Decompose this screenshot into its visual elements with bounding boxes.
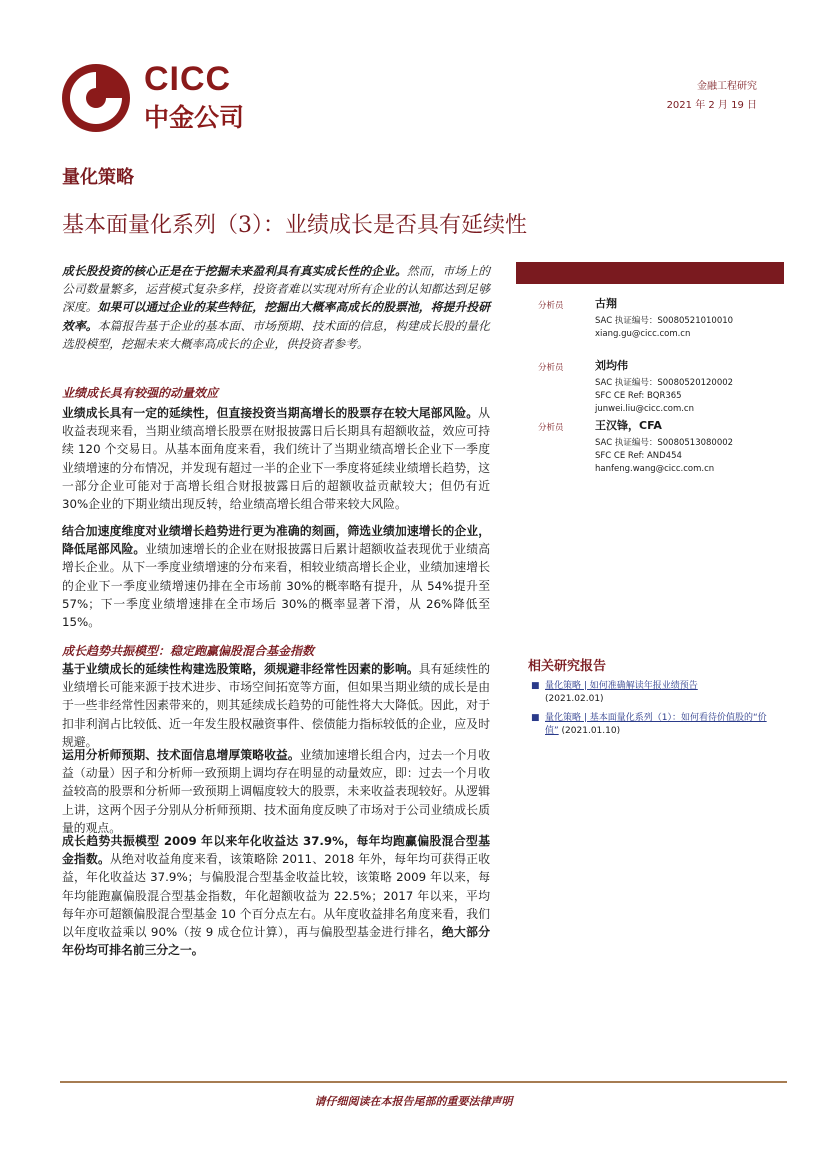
sec2-p3-text: 从绝对收益角度来看，该策略除 2011、2018 年外，每年均可获得正收益，年化收益达 37.9%；与偏股混合型基金收益比较，该策略 2009 年以来，每年均能跑赢偏股混合型基金指数，年化超额收益为 22.5%；2017 年以来，平均每年亦可超额偏股混合型基金 10 个百分点左右。从年度收益排名角度来看，我们以年度收益乘以 90%（按 9 成仓位计算），再与偏股型基金进行排名， bbox=[62, 852, 490, 940]
summary-lead: 成长股投资的核心正是在于挖掘未来盈利具有真实成长性的企业。 bbox=[62, 264, 407, 278]
sec2-paragraph-1 bbox=[62, 660, 490, 751]
cicc-logo bbox=[60, 58, 260, 132]
sec2-p3-tail: 绝大部分年份均可排名前三分之一。 bbox=[62, 925, 490, 958]
sec1-p2-text: 业绩加速增长的企业在财报披露日后累计超额收益表现优于业绩高增长企业。从下一季度业绩增速的分布来看，相较业绩高增长企业，业绩加速增长的企业下一季度业绩增速仍排在全市场前 30%的概率略有提升，从 54%提升至 57%；下一季度业绩增速排在全市场后 30%的概率显著下滑，从 26%降低至 15%。 bbox=[62, 542, 490, 630]
analyst-email[interactable]: xiang.gu@cicc.com.cn bbox=[595, 329, 691, 339]
analyst-sac-id: SAC 执证编号：S0080520120002 bbox=[595, 378, 734, 388]
analyst-name: 古翔 bbox=[595, 297, 617, 310]
related-reports-title: 相关研究报告 bbox=[528, 659, 607, 674]
bullet-icon: ■ bbox=[531, 713, 540, 723]
footer-rule bbox=[60, 1081, 787, 1083]
report-title: 基本面量化系列（3）：业绩成长是否具有延续性 bbox=[62, 213, 527, 238]
sec2-paragraph-2 bbox=[62, 746, 490, 837]
summary-paragraph bbox=[62, 262, 490, 353]
cicc-emblem-icon bbox=[60, 62, 132, 134]
sec2-p1-text: 具有延续性的业绩增长可能来源于技术进步、市场空间拓宽等方面，但如果当期业绩的成长是由于一些非经常性因素带来的，则其延续成长趋势的可能性将大大降低。因此，对于扣非利润占比较低、近一年发生股权融资事件、偿债能力指标较低的企业，应及时规避。 bbox=[62, 662, 490, 749]
sec1-heading: 业绩成长具有较强的动量效应 bbox=[62, 386, 219, 400]
related-report-item[interactable] bbox=[531, 712, 773, 738]
sec2-p2-text: 业绩加速增长组合内，过去一个月收益（动量）因子和分析师一致预期上调均存在明显的动量效应，即：过去一个月收益较高的股票和分析师一致预期上调幅度较大的股票，未来收益表现较好。从逻辑上讲，这两个因子分别从分析师预期、技术面角度反映了市场对于公司业绩成长质量的观点。 bbox=[62, 748, 490, 835]
sec2-p2-lead: 运用分析师预期、技术面信息增厚策略收益。 bbox=[62, 748, 300, 762]
summary-text-1: 然而，市场上的公司数量繁多，运营模式复杂多样，投资者难以实现对所有企业的认知都达到足够深度。 bbox=[62, 264, 490, 315]
report-type: 金融工程研究 bbox=[697, 81, 757, 92]
analyst-sac-id: SAC 执证编号：S0080513080002 bbox=[595, 438, 734, 448]
analyst-name: 刘均伟 bbox=[595, 359, 628, 372]
analyst-sfc-ref: SFC CE Ref: BQR365 bbox=[595, 391, 682, 401]
sec2-heading: 成长趋势共振模型：稳定跑赢偏股混合基金指数 bbox=[62, 644, 315, 658]
sec1-p1-text: 从收益表现来看，当期业绩高增长股票在财报披露日后长期具有超额收益，效应可持续 120 个交易日。从基本面角度来看，我们统计了当期业绩高增长企业下一季度业绩增速的分布情况，并发现有超过一半的企业下一季度将延续业绩增长趋势，这一部分企业可能对于高增长组合财报披露日后的超额收益贡献较大；但仍有近 30%企业的下期业绩出现反转，给业绩高增长组合带来较大风险。 bbox=[62, 406, 490, 512]
related-report-item[interactable] bbox=[531, 680, 773, 706]
analyst-name: 王汉锋，CFA bbox=[595, 419, 662, 432]
sec2-p3-lead: 成长趋势共振模型 2009 年以来年化收益达 37.9%，每年均跑赢偏股混合型基金指数。 bbox=[62, 834, 490, 867]
sec1-paragraph-1 bbox=[62, 404, 490, 513]
sidebar-header-bar bbox=[516, 262, 784, 284]
bullet-icon: ■ bbox=[531, 681, 540, 691]
logo-text-cn: 中金公司 bbox=[144, 103, 245, 132]
related-report-date: (2021.02.01) bbox=[545, 694, 604, 704]
analyst-role: 分析员 bbox=[538, 301, 564, 311]
section-label: 量化策略 bbox=[62, 167, 134, 188]
analyst-email[interactable]: junwei.liu@cicc.com.cn bbox=[595, 404, 694, 414]
logo-text-en: CICC bbox=[144, 60, 232, 98]
analyst-email[interactable]: hanfeng.wang@cicc.com.cn bbox=[595, 464, 715, 474]
sec1-p2-lead: 结合加速度维度对业绩增长趋势进行更为准确的刻画，筛选业绩加速增长的企业，降低尾部风险。 bbox=[62, 524, 490, 557]
sec2-paragraph-3 bbox=[62, 832, 490, 959]
legal-notice: 请仔细阅读在本报告尾部的重要法律声明 bbox=[314, 1095, 513, 1108]
related-report-date: (2021.01.10) bbox=[561, 726, 621, 736]
sec1-p1-lead: 业绩成长具有一定的延续性，但直接投资当期高增长的股票存在较大尾部风险。 bbox=[62, 406, 479, 420]
sec2-p1-lead: 基于业绩成长的延续性构建选股策略，须规避非经常性因素的影响。 bbox=[62, 662, 419, 676]
sec1-paragraph-2 bbox=[62, 522, 490, 631]
analyst-sac-id: SAC 执证编号：S0080521010010 bbox=[595, 316, 734, 326]
analyst-role: 分析员 bbox=[538, 423, 564, 433]
analyst-role: 分析员 bbox=[538, 363, 564, 373]
related-report-link[interactable]: 量化策略 | 基本面量化系列（1）：如何看待价值股的“价值” bbox=[545, 713, 767, 736]
analyst-sfc-ref: SFC CE Ref: AND454 bbox=[595, 451, 682, 461]
report-date: 2021 年 2 月 19 日 bbox=[666, 100, 757, 111]
related-report-link[interactable]: 量化策略 | 如何准确解读年报业绩预告 bbox=[545, 681, 698, 691]
summary-text-2: 本篇报告基于企业的基本面、市场预期、技术面的信息，构建成长股的量化选股模型，挖掘未来大概率高成长的企业，供投资者参考。 bbox=[62, 318, 490, 351]
summary-emphasis: 如果可以通过企业的某些特征，挖掘出大概率高成长的股票池，将提升投研效率。 bbox=[62, 300, 490, 333]
